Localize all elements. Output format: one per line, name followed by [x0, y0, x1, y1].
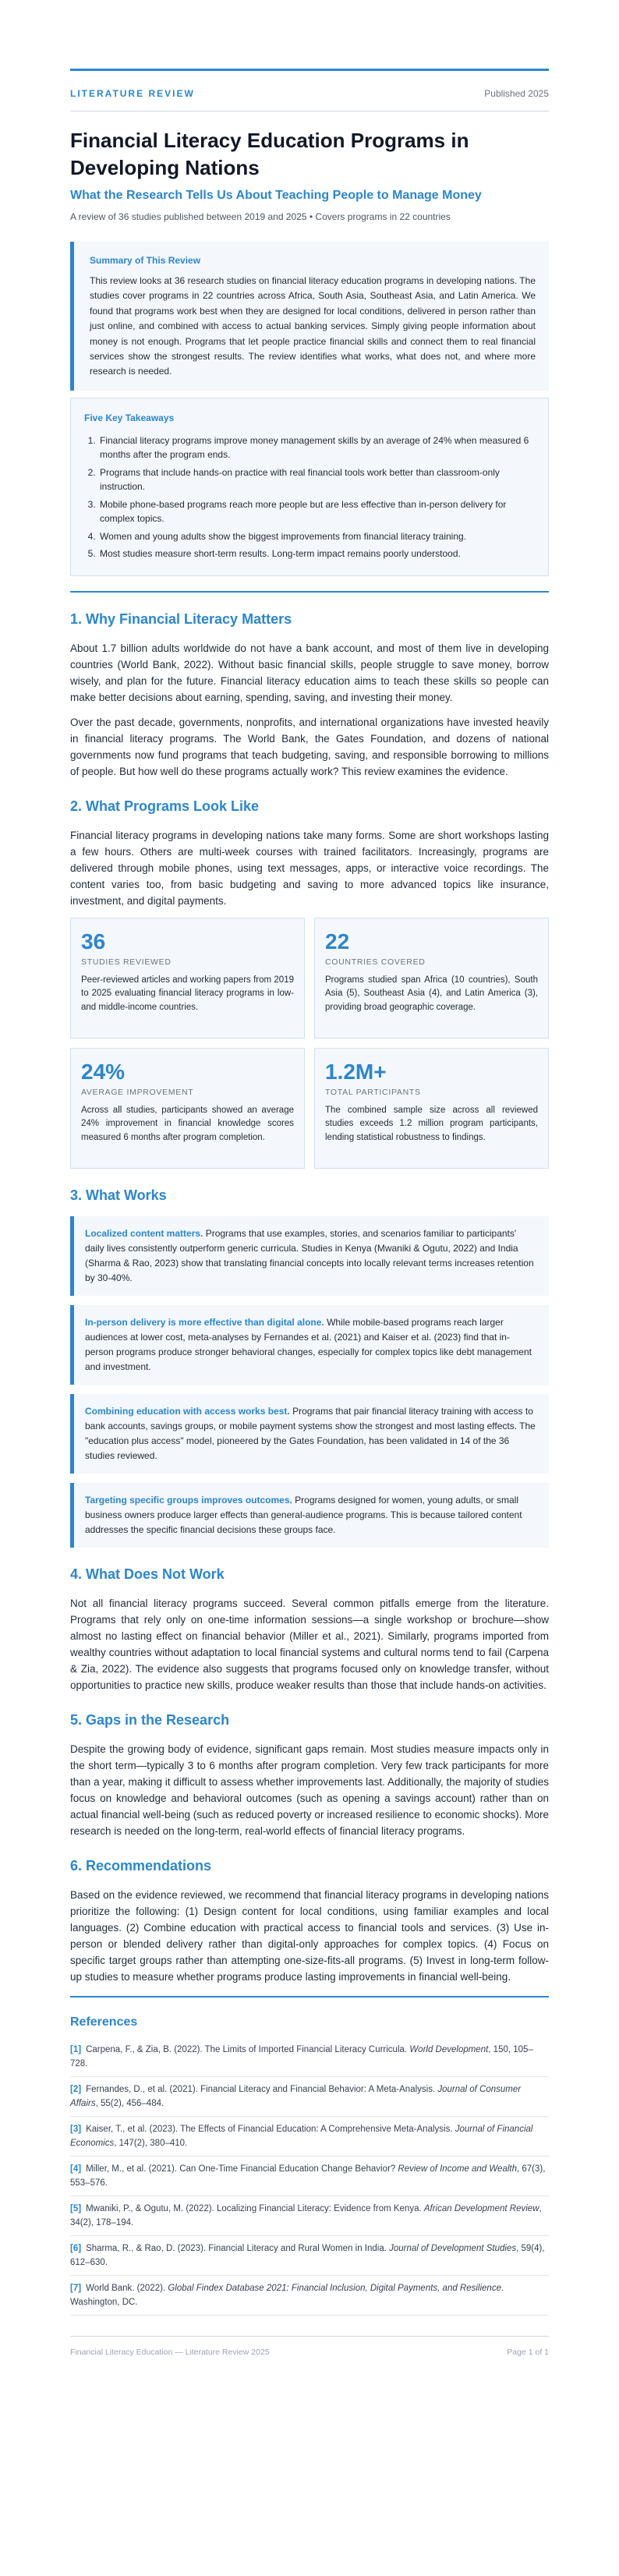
stat-description: Across all studies, participants showed an average 24% improvement in financial knowledge scores measured 6 months after program completion.: [81, 1105, 294, 1142]
references-title: References: [70, 2015, 138, 2029]
reference-number: [7]: [70, 2283, 82, 2293]
finding-box: [70, 1305, 549, 1385]
reference-text: World Bank. (2022).: [86, 2283, 168, 2293]
reference-text: Fernandes, D., et al. (2021). Financial Literacy and Financial Behavior: A Meta-Analysis.: [86, 2084, 438, 2094]
stat-card-countries: [314, 918, 549, 1039]
paragraph: Based on the evidence reviewed, we recommend that financial literacy programs in developing nations prioritize the following: (1) Design content for local conditions, using familiar examples and local languages. (2) Combine education with practical access to financial tools and services. (3) Use in-person or blended delivery rather than digital-only approaches for complex topics. (4) Focus on specific target groups rather than attempting one-size-fits-all programs. (5) Invest in long-term follow-up studies to measure whether programs produce lasting improvements in financial well-being.: [70, 1888, 549, 1983]
reference-item: [70, 2157, 549, 2196]
takeaways-title: Five Key Takeaways: [84, 412, 175, 423]
paragraph: Despite the growing body of evidence, significant gaps remain. Most studies measure impacts only in the short term—typically 3 to 6 months after program completion. Very few track participants for more than a year, making it difficult to assess whether improvements last. Additionally, the majority of studies focus on knowledge and behavioral outcomes (such as opening a savings account) rather than on actual financial well-being (such as reduced poverty or increased resilience to economic shocks). More research is needed on the long-term, real-world effects of financial literacy programs.: [70, 1743, 549, 1837]
takeaway-item: 4. Women and young adults show the biggest improvements from financial literacy training.: [98, 529, 535, 544]
reference-item: [70, 2196, 549, 2236]
finding-lead: Targeting specific groups improves outcomes.: [85, 1494, 292, 1506]
reference-journal: World Development: [409, 2044, 489, 2054]
paragraph: Over the past decade, governments, nonprofits, and international organizations have invested heavily in financial literacy programs. The World Bank, the Gates Foundation, and dozens of national governments now fund programs that teach budgeting, saving, and responsible borrowing to millions of people. But how well do these programs actually work? This review examines the evidence.: [70, 716, 549, 777]
reference-text: Sharma, R., & Rao, D. (2023). Financial Literacy and Rural Women in India.: [86, 2243, 390, 2253]
stat-description: Programs studied span Africa (10 countries), South Asia (5), Southeast Asia (4), and Latin America (3), providing broad geographic coverage.: [325, 975, 538, 1012]
document-meta: A review of 36 studies published between 2019 and 2025 • Covers programs in 22 countries: [70, 211, 451, 222]
takeaways-box: [70, 398, 549, 576]
finding-text: Programs that use examples, stories, and scenarios familiar to participants' daily lives consistently outperform generic curricula. Studies in Kenya (Mwaniki & Ogutu, 2022) and India (Sharma & Rao, 2023) show that translating financial concepts into locally relevant terms increases retention by 30-40%.: [85, 1227, 534, 1283]
document-footer: [70, 2336, 549, 2357]
document-kicker: LITERATURE REVIEW: [70, 88, 195, 99]
stat-card-participants: [314, 1048, 549, 1169]
stat-number: 36: [81, 929, 106, 954]
reference-details: , 34(2), 178–194.: [70, 2203, 542, 2227]
stat-number: 22: [325, 929, 350, 954]
section-divider: [70, 591, 549, 593]
stat-number: 24%: [81, 1059, 126, 1084]
section-heading-recommendations: 6. Recommendations: [70, 1857, 212, 1874]
reference-details: . Washington, DC.: [70, 2283, 504, 2307]
finding-text: Programs designed for women, young adults, or small business owners produce larger effects than general-audience programs. This is because tailored content addresses the specific financial decisions these groups face.: [85, 1494, 522, 1535]
references-divider: [70, 1996, 549, 1997]
finding-lead: In-person delivery is more effective than digital alone.: [85, 1316, 324, 1328]
reference-details: , 67(3), 553–576.: [70, 2164, 546, 2188]
reference-number: [1]: [70, 2044, 82, 2054]
published-date: Published 2025: [484, 88, 549, 99]
section-heading-gaps: 5. Gaps in the Research: [70, 1711, 230, 1728]
finding-box: [70, 1483, 549, 1548]
reference-text: Miller, M., et al. (2021). Can One-Time Financial Education Change Behavior?: [86, 2164, 398, 2174]
reference-number: [3]: [70, 2124, 82, 2134]
stat-label: AVERAGE IMPROVEMENT: [81, 1087, 194, 1097]
stats-grid: [70, 918, 549, 1169]
summary-title: Summary of This Review: [90, 255, 201, 266]
stat-card-studies: [70, 918, 305, 1039]
document-title: Financial Literacy Education Programs in Developing Nations: [70, 129, 469, 179]
stat-card-improvement: [70, 1048, 305, 1169]
reference-journal: African Development Review: [423, 2203, 539, 2213]
summary-text: This review looks at 36 research studies on financial literacy education programs in developing nations. The studies cover programs in 22 countries across Africa, South Asia, Southeast Asia, and Latin America. We found that programs work best when they are designed for local conditions, delivered in person rather than just online, and combined with access to actual banking services. Simply giving people information about money is not enough. Programs that let people practice financial skills and connect them to real financial services show the strongest results. The review identifies what works, what does not, and where more research is needed.: [90, 275, 536, 377]
reference-details: , 59(4), 612–630.: [70, 2243, 545, 2267]
reference-details: , 150, 105–728.: [70, 2044, 533, 2068]
section-heading-programs: 2. What Programs Look Like: [70, 798, 260, 814]
finding-text: While mobile-based programs reach larger audiences at lower cost, meta-analyses by Fernandes et al. (2021) and Kaiser et al. (2023) find that in-person programs produce stronger behavioral changes, especially for complex topics like debt management and investment.: [85, 1316, 532, 1372]
takeaway-item: 2. Programs that include hands-on practice with real financial tools work better than classroom-only instruction.: [98, 465, 535, 494]
section-heading-why: 1. Why Financial Literacy Matters: [70, 610, 292, 627]
reference-text: Kaiser, T., et al. (2023). The Effects of Financial Education: A Comprehensive Meta-Analysis.: [86, 2124, 455, 2134]
stat-description: The combined sample size across all reviewed studies exceeds 1.2 million program participants, lending statistical robustness to findings.: [325, 1105, 538, 1142]
paragraph: About 1.7 billion adults worldwide do not have a bank account, and most of them live in developing countries (World Bank, 2022). Without basic financial skills, people struggle to save money, borrow wisely, and plan for the future. Financial literacy education aims to teach these skills so people can make better decisions about earning, spending, saving, and investing their money.: [70, 642, 549, 703]
reference-journal: Journal of Consumer Affairs: [70, 2084, 522, 2108]
stat-label: COUNTRIES COVERED: [325, 957, 426, 967]
section-heading-what-works: 3. What Works: [70, 1187, 167, 1203]
takeaway-item: 1. Financial literacy programs improve money management skills by an average of 24% when measured 6 months after the program ends.: [98, 433, 535, 462]
reference-number: [4]: [70, 2164, 82, 2174]
finding-lead: Combining education with access works best.: [85, 1405, 290, 1417]
stat-label: TOTAL PARTICIPANTS: [325, 1087, 421, 1097]
takeaway-item: 3. Mobile phone-based programs reach more people but are less effective than in-person delivery for complex topics.: [98, 497, 535, 526]
reference-journal: Journal of Financial Economics: [70, 2124, 533, 2148]
reference-journal: Global Findex Database 2021: Financial Inclusion, Digital Payments, and Resilience: [168, 2283, 501, 2293]
finding-lead: Localized content matters.: [85, 1227, 203, 1239]
reference-journal: Review of Income and Wealth: [398, 2164, 517, 2174]
finding-box: [70, 1394, 549, 1474]
reference-item: [70, 2236, 549, 2276]
reference-item: [70, 2077, 549, 2117]
stat-label: STUDIES REVIEWED: [81, 957, 172, 967]
document-header: [70, 71, 549, 111]
reference-text: Mwaniki, P., & Ogutu, M. (2022). Localizing Financial Literacy: Evidence from Kenya.: [86, 2203, 424, 2213]
reference-number: [6]: [70, 2243, 82, 2253]
paragraph: Financial literacy programs in developing nations take many forms. Some are short workshops lasting a few hours. Others are multi-week courses with trained facilitators. Increasingly, programs are delivered through mobile phones, using text messages, apps, or interactive voice recordings. The content varies too, from basic budgeting and saving to more advanced topics like insurance, investment, and digital payments.: [70, 829, 549, 907]
reference-item: [70, 2037, 549, 2077]
reference-item: [70, 2117, 549, 2157]
paragraph: Not all financial literacy programs succeed. Several common pitfalls emerge from the literature. Programs that rely only on one-time information sessions—a single workshop or brochure—show almost no lasting effect on financial behavior (Miller et al., 2021). Similarly, programs imported from wealthy countries without adaptation to local financial systems and cultural norms tend to fail (Carpena & Zia, 2022). The evidence also suggests that programs focused only on knowledge transfer, without opportunities to practice new skills, produce weaker results than those that include hands-on activities.: [70, 1597, 549, 1691]
section-heading-what-does-not-work: 4. What Does Not Work: [70, 1566, 225, 1582]
reference-number: [5]: [70, 2203, 82, 2213]
footer-title: Financial Literacy Education — Literature Review 2025: [70, 2347, 270, 2357]
finding-text: Programs that pair financial literacy training with access to bank accounts, savings groups, or mobile payment systems show the strongest and most lasting effects. The "education plus access" model, pioneered by the Gates Foundation, has been validated in 14 of the 36 studies reviewed.: [85, 1405, 536, 1461]
document-subtitle: What the Research Tells Us About Teaching People to Manage Money: [70, 189, 482, 202]
reference-details: , 55(2), 456–484.: [95, 2098, 164, 2108]
finding-box: [70, 1216, 549, 1296]
summary-box: [70, 242, 549, 391]
reference-number: [2]: [70, 2084, 82, 2094]
reference-journal: Journal of Development Studies: [389, 2243, 517, 2253]
stat-description: Peer-reviewed articles and working papers from 2019 to 2025 evaluating financial literacy programs in low- and middle-income countries.: [81, 975, 294, 1012]
takeaway-item: 5. Most studies measure short-term results. Long-term impact remains poorly understood.: [98, 547, 535, 561]
takeaways-list: [84, 433, 535, 561]
stat-number: 1.2M+: [325, 1059, 387, 1084]
reference-item: [70, 2276, 549, 2316]
reference-details: , 147(2), 380–410.: [114, 2138, 188, 2148]
page-number: Page 1 of 1: [507, 2347, 549, 2357]
reference-text: Carpena, F., & Zia, B. (2022). The Limits of Imported Financial Literacy Curricula.: [86, 2044, 410, 2054]
